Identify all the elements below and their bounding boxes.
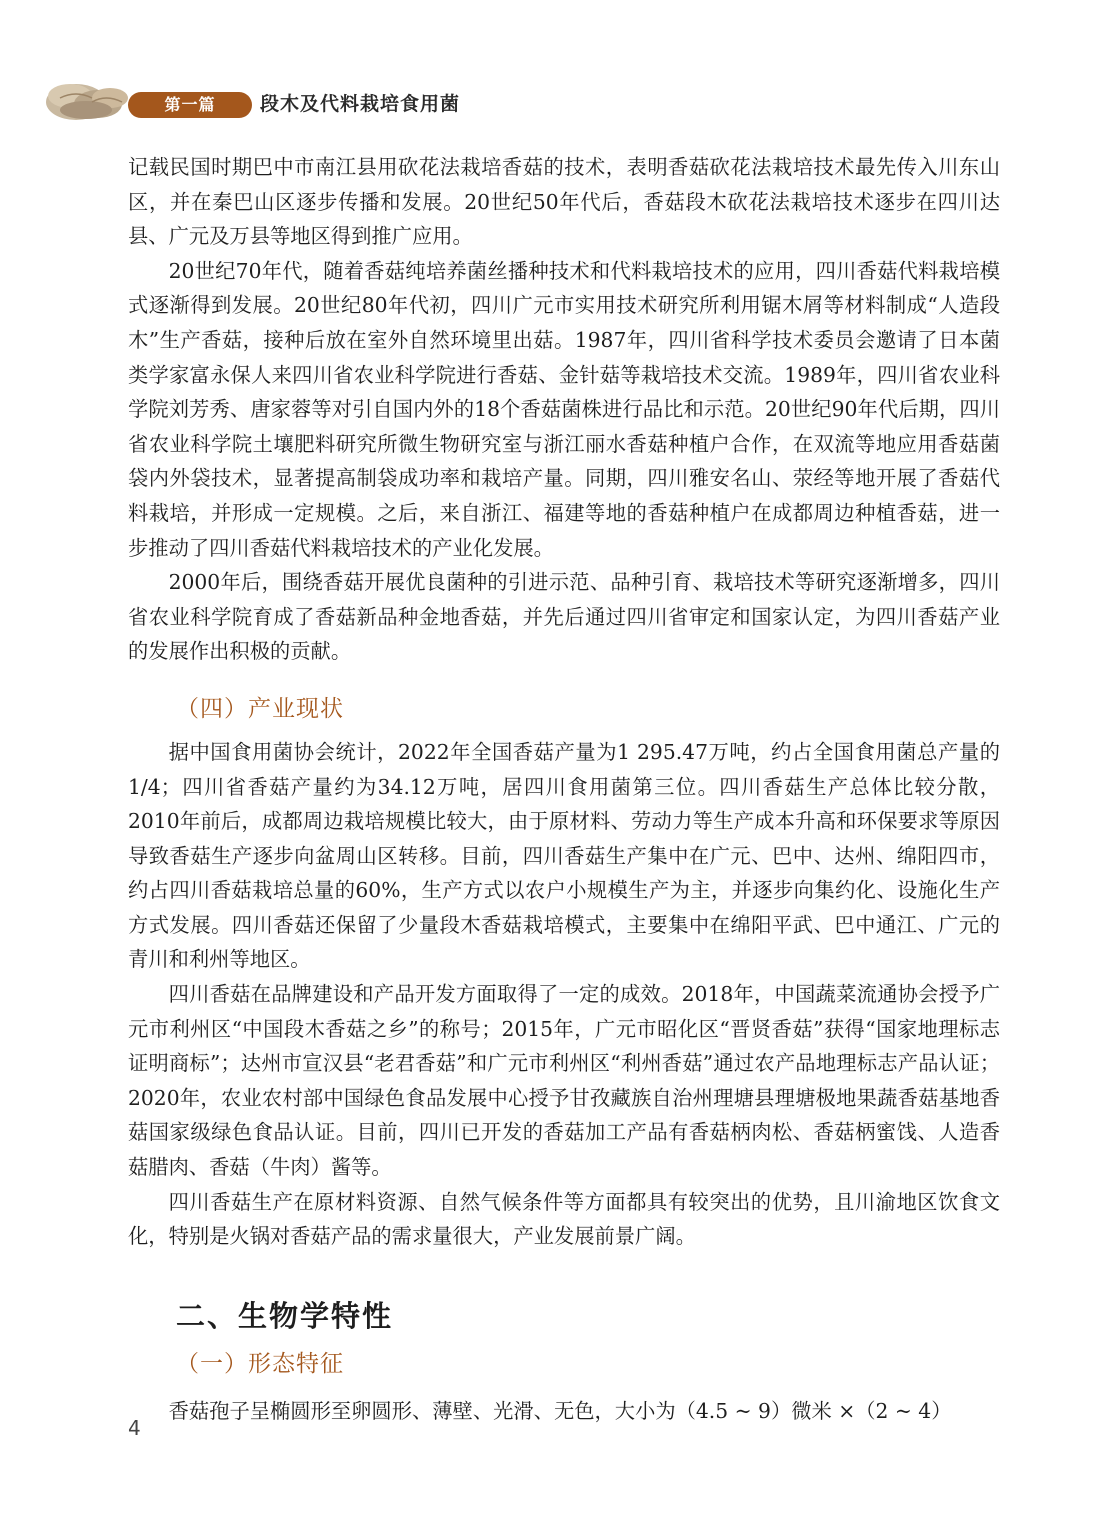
section-heading: 二、生物学特性	[176, 1298, 394, 1333]
subsection-heading: （一）形态特征	[176, 1350, 344, 1377]
page-number: 4	[128, 1416, 141, 1440]
part-title: 段木及代料栽培食用菌	[260, 93, 461, 115]
paragraph: 四川香菇在品牌建设和产品开发方面取得了一定的成效。2018年，中国蔬菜流通协会授予广元市利州区“中国段木香菇之乡”的称号；2015年，广元市昭化区“晋贤香菇”获得“国家地理标志证明商标”；达州市宣汉县“老君香菇”和广元市利州区“利州香菇”通过农产品地理标志产品认证；2020年，农业农村部中国绿色食品发展中心授予甘孜藏族自治州理塘县理塘极地果蔬香菇基地香菇国家级绿色食品认证。目前，四川已开发的香菇加工产品有香菇柄肉松、香菇柄蜜饯、人造香菇腊肉、香菇（牛肉）酱等。	[128, 982, 1000, 1180]
paragraph: 据中国食用菌协会统计，2022年全国香菇产量为1 295.47万吨，约占全国食用菌总产量的1/4；四川省香菇产量约为34.12万吨，居四川食用菌第三位。四川香菇生产总体比较分散，2010年前后，成都周边栽培规模比较大，由于原材料、劳动力等生产成本升高和环保要求等原因导致香菇生产逐步向盆周山区转移。目前，四川香菇生产集中在广元、巴中、达州、绵阳四市，约占四川香菇栽培总量的60%，生产方式以农户小规模生产为主，并逐步向集约化、设施化生产方式发展。四川香菇还保留了少量段木香菇栽培模式，主要集中在绵阳平武、巴中通江、广元的青川和利州等地区。	[128, 739, 1000, 972]
subsection-heading: （四）产业现状	[176, 695, 344, 722]
running-header	[40, 72, 600, 124]
paragraph: 20世纪70年代，随着香菇纯培养菌丝播种技术和代料栽培技术的应用，四川香菇代料栽培模式逐渐得到发展。20世纪80年代初，四川广元市实用技术研究所利用锯木屑等材料制成“人造段木”生产香菇，接种后放在室外自然环境里出菇。1987年，四川省科学技术委员会邀请了日本菌类学家富永保人来四川省农业科学院进行香菇、金针菇等栽培技术交流。1989年，四川省农业科学院刘芳秀、唐家蓉等对引自国内外的18个香菇菌株进行品比和示范。20世纪90年代后期，四川省农业科学院土壤肥料研究所微生物研究室与浙江丽水香菇种植户合作，在双流等地应用香菇菌袋内外袋技术，显著提高制袋成功率和栽培产量。同期，四川雅安名山、荥经等地开展了香菇代料栽培，并形成一定规模。之后，来自浙江、福建等地的香菇种植户在成都周边种植香菇，进一步推动了四川香菇代料栽培技术的产业化发展。	[128, 258, 1000, 560]
page-content	[128, 150, 1000, 1428]
paragraph: 四川香菇生产在原材料资源、自然气候条件等方面都具有较突出的优势，且川渝地区饮食文化，特别是火锅对香菇产品的需求量很大，产业发展前景广阔。	[128, 1189, 1000, 1249]
paragraph: 香菇孢子呈椭圆形至卵圆形、薄壁、光滑、无色，大小为（4.5 ~ 9）微米 ×（2 ~ 4）	[168, 1398, 952, 1423]
paragraph: 记载民国时期巴中市南江县用砍花法栽培香菇的技术，表明香菇砍花法栽培技术最先传入川东山区，并在秦巴山区逐步传播和发展。20世纪50年代后，香菇段木砍花法栽培技术逐步在四川达县、广元及万县等地区得到推广应用。	[128, 155, 1000, 249]
paragraph: 2000年后，围绕香菇开展优良菌种的引进示范、品种引育、栽培技术等研究逐渐增多，四川省农业科学院育成了香菇新品种金地香菇，并先后通过四川省审定和国家认定，为四川香菇产业的发展作出积极的贡献。	[128, 570, 1000, 664]
part-badge: 第一篇	[128, 92, 252, 118]
